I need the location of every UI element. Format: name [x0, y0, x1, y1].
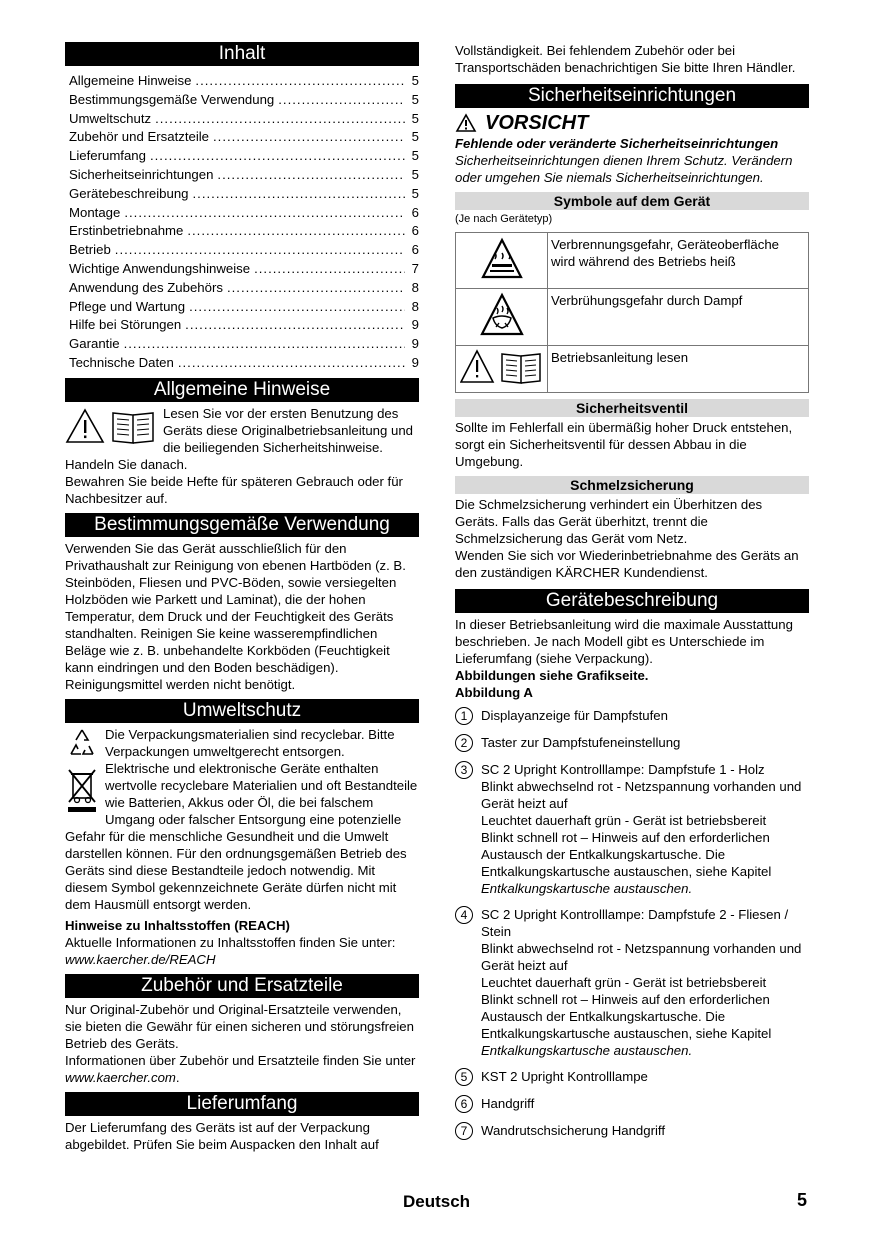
item-number: 1 — [455, 707, 473, 725]
toc-label: Sicherheitseinrichtungen — [69, 166, 214, 182]
toc-page: 9 — [411, 336, 419, 352]
toc-entry[interactable] — [65, 298, 419, 317]
toc-label: Technische Daten — [69, 354, 174, 370]
manual-icon — [456, 346, 548, 393]
zubehoer-text-2: Informationen über Zubehör und Ersatzteile finden Sie unter www.kaercher.com. — [65, 1052, 416, 1085]
toc-page: 8 — [411, 298, 419, 314]
table-row — [456, 289, 809, 346]
toc-label: Bestimmungsgemäße Verwendung — [69, 91, 275, 107]
toc-entry[interactable] — [65, 166, 419, 185]
ventil-heading: Sicherheitsventil — [455, 399, 809, 417]
toc-label: Betrieb — [69, 242, 111, 258]
toc-page: 5 — [411, 129, 419, 145]
toc-label: Zubehör und Ersatzteile — [69, 129, 210, 145]
symbole-note: (Je nach Gerätetyp) — [455, 213, 553, 225]
bestimmung-text-2: Reinigungsmittel werden nicht benötigt. — [65, 676, 296, 692]
hot-surface-icon — [456, 233, 548, 289]
list-item — [455, 761, 809, 897]
symbol-text: Betriebsanleitung lesen — [548, 346, 809, 393]
chapter-reference: Entkalkungskartusche austauschen. — [481, 881, 693, 896]
zubehoer-heading: Zubehör und Ersatzteile — [65, 974, 419, 998]
toc-label: Lieferumfang — [69, 148, 146, 164]
toc-label: Umweltschutz — [69, 110, 152, 126]
toc-entry[interactable] — [65, 128, 419, 147]
toc-page: 6 — [411, 204, 419, 220]
toc-label: Garantie — [69, 336, 120, 352]
wheelie-bin-icon — [65, 766, 99, 818]
page-number: 5 — [797, 1190, 808, 1210]
liefer-text: Der Lieferumfang des Geräts ist auf der Verpackung abgebildet. Prüfen Sie beim Auspacken den Inhalt auf — [65, 1119, 379, 1152]
geraet-heading: Gerätebeschreibung — [455, 589, 809, 613]
sicherheit-heading: Sicherheitseinrichtungen — [455, 84, 809, 108]
symbole-heading: Symbole auf dem Gerät — [455, 192, 809, 210]
toc-page: 7 — [411, 260, 419, 276]
footer-language: Deutsch — [403, 1192, 471, 1211]
toc-page: 5 — [411, 110, 419, 126]
toc-label: Gerätebeschreibung — [69, 185, 189, 201]
toc-entry[interactable] — [65, 222, 419, 241]
toc-page: 5 — [411, 73, 419, 88]
zubehoer-text-1: Nur Original-Zubehör und Original-Ersatzteile verwenden, sie bieten die Gewähr für einen sicheren und störungsfreien Betrieb des Geräts. — [65, 1001, 414, 1051]
toc-entry[interactable] — [65, 354, 419, 373]
toc-label: Anwendung des Zubehörs — [69, 279, 223, 295]
item-number: 6 — [455, 1095, 473, 1113]
bestimmung-text-1: Verwenden Sie das Gerät ausschließlich für den Privathaushalt zur Reinigung von ebenen Hartböden (z. B. Steinböden, Fliesen und PVC-Böden, sowie versiegelten Holzböden wie Parkett und Laminat), die der hohen Temperatur, dem Druck und der Feuchtigkeit des Geräts standhalten. Reinigen Sie keine wasserempfindlichen Beläge wie z. B. unbehandelte Korkböden (Feuchtigkeit kann eindringen und den Boden beschädigen). — [65, 540, 406, 675]
umwelt-text-2: Elektrische und elektronische Geräte enthalten wertvolle recyclebare Materialien und oft Bestandteile wie Batterien, Akkus oder Öl, die bei falschem Umgang oder falscher Entsorgung eine potenzielle Gefahr für die menschliche Gesundheit und die Umwelt darstellen können. Für den ordnungsgemäßen Betrieb des Geräts sind diese Bestandteile jedoch notwendig. Mit diesem Symbol gekennzeichnete Geräte dürfen nicht mit dem Hausmüll entsorgt werden. — [65, 760, 418, 912]
liefer-heading: Lieferumfang — [65, 1092, 419, 1116]
item-number: 7 — [455, 1122, 473, 1140]
toc-entry[interactable] — [65, 204, 419, 223]
reach-text: Aktuelle Informationen zu Inhaltsstoffen finden Sie unter: www.kaercher.de/REACH — [65, 934, 396, 967]
item-text: Taster zur Dampfstufeneinstellung — [481, 735, 681, 750]
toc-entry[interactable] — [65, 335, 419, 354]
toc-page: 6 — [411, 242, 419, 258]
umwelt-section — [65, 726, 419, 913]
recycling-icon — [65, 726, 99, 764]
vorsicht-label: VORSICHT — [485, 112, 589, 134]
warning-manual-icon — [65, 407, 157, 449]
toc-label: Wichtige Anwendungshinweise — [69, 260, 251, 276]
toc-label: Pflege und Wartung — [69, 298, 186, 314]
toc-entry[interactable] — [65, 110, 419, 129]
toc-entry[interactable] — [65, 185, 419, 204]
item-text: SC 2 Upright Kontrolllampe: Dampfstufe 2 - Fliesen / Stein Blinkt abwechselnd rot - Netzspannung vorhanden und Gerät heizt auf Leuchtet dauerhaft grün - Gerät ist betriebsbereit Blinkt schnell rot – Hinweis auf den erforderlichen Austausch der Entkalkungskartusche. Die Entkalkungskartusche austauschen, siehe Kapitel Entkalkungskartusche austauschen. — [481, 907, 802, 1058]
table-row — [456, 346, 809, 393]
toc-page: 5 — [411, 148, 419, 164]
ventil-text: Sollte im Fehlerfall ein übermäßig hoher Druck entstehen, sorgt ein Sicherheitsventil für dessen Abbau in die Umgebung. — [455, 420, 793, 469]
item-number: 4 — [455, 906, 473, 924]
toc-label: Montage — [69, 204, 121, 220]
toc-page: 8 — [411, 279, 419, 295]
warning-icon — [455, 113, 477, 133]
toc-entry[interactable] — [65, 147, 419, 166]
symbols-table — [455, 232, 809, 393]
toc-label: Hilfe bei Störungen — [69, 317, 182, 333]
item-text: Wandrutschsicherung Handgriff — [481, 1123, 665, 1138]
toc-entry[interactable] — [65, 260, 419, 279]
umwelt-text-1: Die Verpackungsmaterialien sind recyclebar. Bitte Verpackungen umweltgerecht entsorgen. — [105, 726, 395, 759]
zubehoer-link[interactable]: www.kaercher.com — [65, 1069, 176, 1085]
umwelt-heading: Umweltschutz — [65, 699, 419, 723]
toc-entry[interactable] — [65, 241, 419, 260]
item-text: SC 2 Upright Kontrolllampe: Dampfstufe 1 - Holz Blinkt abwechselnd rot - Netzspannung vorhanden und Gerät heizt auf Leuchtet dauerhaft grün - Gerät ist betriebsbereit Blinkt schnell rot – Hinweis auf den erforderlichen Austausch der Entkalkungskartusche. Die Entkalkungskartusche austauschen, siehe Kapitel Entkalkungskartusche austauschen. — [481, 762, 802, 896]
schmelz-text-1: Die Schmelzsicherung verhindert ein Überhitzen des Geräts. Falls das Gerät überhitzt, trennt die Schmelzsicherung das Gerät vom Netz. — [455, 497, 763, 546]
symbol-text: Verbrühungsgefahr durch Dampf — [548, 289, 809, 346]
item-text: Displayanzeige für Dampfstufen — [481, 708, 668, 723]
toc-page: 5 — [411, 91, 419, 107]
geraet-text: In dieser Betriebsanleitung wird die maximale Ausstattung beschrieben. Je nach Modell gibt es Unterschiede im Lieferumfang (siehe Verpackung). — [455, 617, 793, 666]
toc-entry[interactable] — [65, 72, 419, 91]
toc-entry[interactable] — [65, 91, 419, 110]
toc-page: 6 — [411, 223, 419, 239]
table-row — [456, 233, 809, 289]
toc-entry[interactable] — [65, 316, 419, 335]
list-item — [455, 1122, 809, 1140]
schmelz-text-2: Wenden Sie sich vor Wiederinbetriebnahme des Geräts an den zuständigen KÄRCHER Kundendienst. — [455, 548, 799, 580]
toc-page: 9 — [411, 354, 419, 370]
toc-page: 5 — [411, 166, 419, 182]
toc-label: Allgemeine Hinweise — [69, 73, 192, 88]
schmelz-heading: Schmelzsicherung — [455, 476, 809, 494]
list-item — [455, 734, 809, 752]
allgemein-section — [65, 405, 419, 507]
steam-icon — [456, 289, 548, 346]
vorsicht-bold-text: Fehlende oder veränderte Sicherheitseinrichtungen — [455, 136, 779, 151]
symbol-text: Verbrennungsgefahr, Geräteoberfläche wird während des Betriebs heiß — [548, 233, 809, 289]
toc-label: Erstinbetriebnahme — [69, 223, 184, 239]
component-list — [455, 707, 809, 1140]
vorsicht-text: Sicherheitseinrichtungen dienen Ihrem Schutz. Verändern oder umgehen Sie niemals Sicherheitseinrichtungen. — [455, 153, 793, 185]
vorsicht-heading — [455, 111, 809, 135]
item-text: Handgriff — [481, 1096, 535, 1111]
allgemein-heading: Allgemeine Hinweise — [65, 378, 419, 402]
item-number: 2 — [455, 734, 473, 752]
table-of-contents — [65, 72, 419, 373]
list-item — [455, 1068, 809, 1086]
toc-entry[interactable] — [65, 279, 419, 298]
bestimmung-heading: Bestimmungsgemäße Verwendung — [65, 513, 419, 537]
reach-heading: Hinweise zu Inhaltsstoffen (REACH) — [65, 917, 290, 933]
right-column — [455, 42, 809, 1149]
liefer-text-cont: Vollständigkeit. Bei fehlendem Zubehör oder bei Transportschäden benachrichtigen Sie bitte Ihren Händler. — [455, 43, 796, 75]
item-number: 5 — [455, 1068, 473, 1086]
item-number: 3 — [455, 761, 473, 779]
allgemein-text-2: Bewahren Sie beide Hefte für späteren Gebrauch oder für Nachbesitzer auf. — [65, 473, 403, 506]
list-item — [455, 1095, 809, 1113]
toc-page: 9 — [411, 317, 419, 333]
item-text: KST 2 Upright Kontrolllampe — [481, 1069, 648, 1084]
list-item — [455, 707, 809, 725]
abbildung-a: Abbildung A — [455, 685, 533, 700]
toc-page: 5 — [411, 185, 419, 201]
left-column — [65, 42, 419, 1153]
list-item — [455, 906, 809, 1059]
allgemein-text-1: Lesen Sie vor der ersten Benutzung des Geräts diese Originalbetriebsanleitung und die beiliegenden Sicherheitshinweise. Handeln Sie danach. — [65, 405, 413, 472]
chapter-reference: Entkalkungskartusche austauschen. — [481, 1043, 693, 1058]
abbildungen-note: Abbildungen siehe Grafikseite. — [455, 668, 649, 683]
reach-link[interactable]: www.kaercher.de/REACH — [65, 951, 216, 967]
inhalt-heading: Inhalt — [65, 42, 419, 66]
